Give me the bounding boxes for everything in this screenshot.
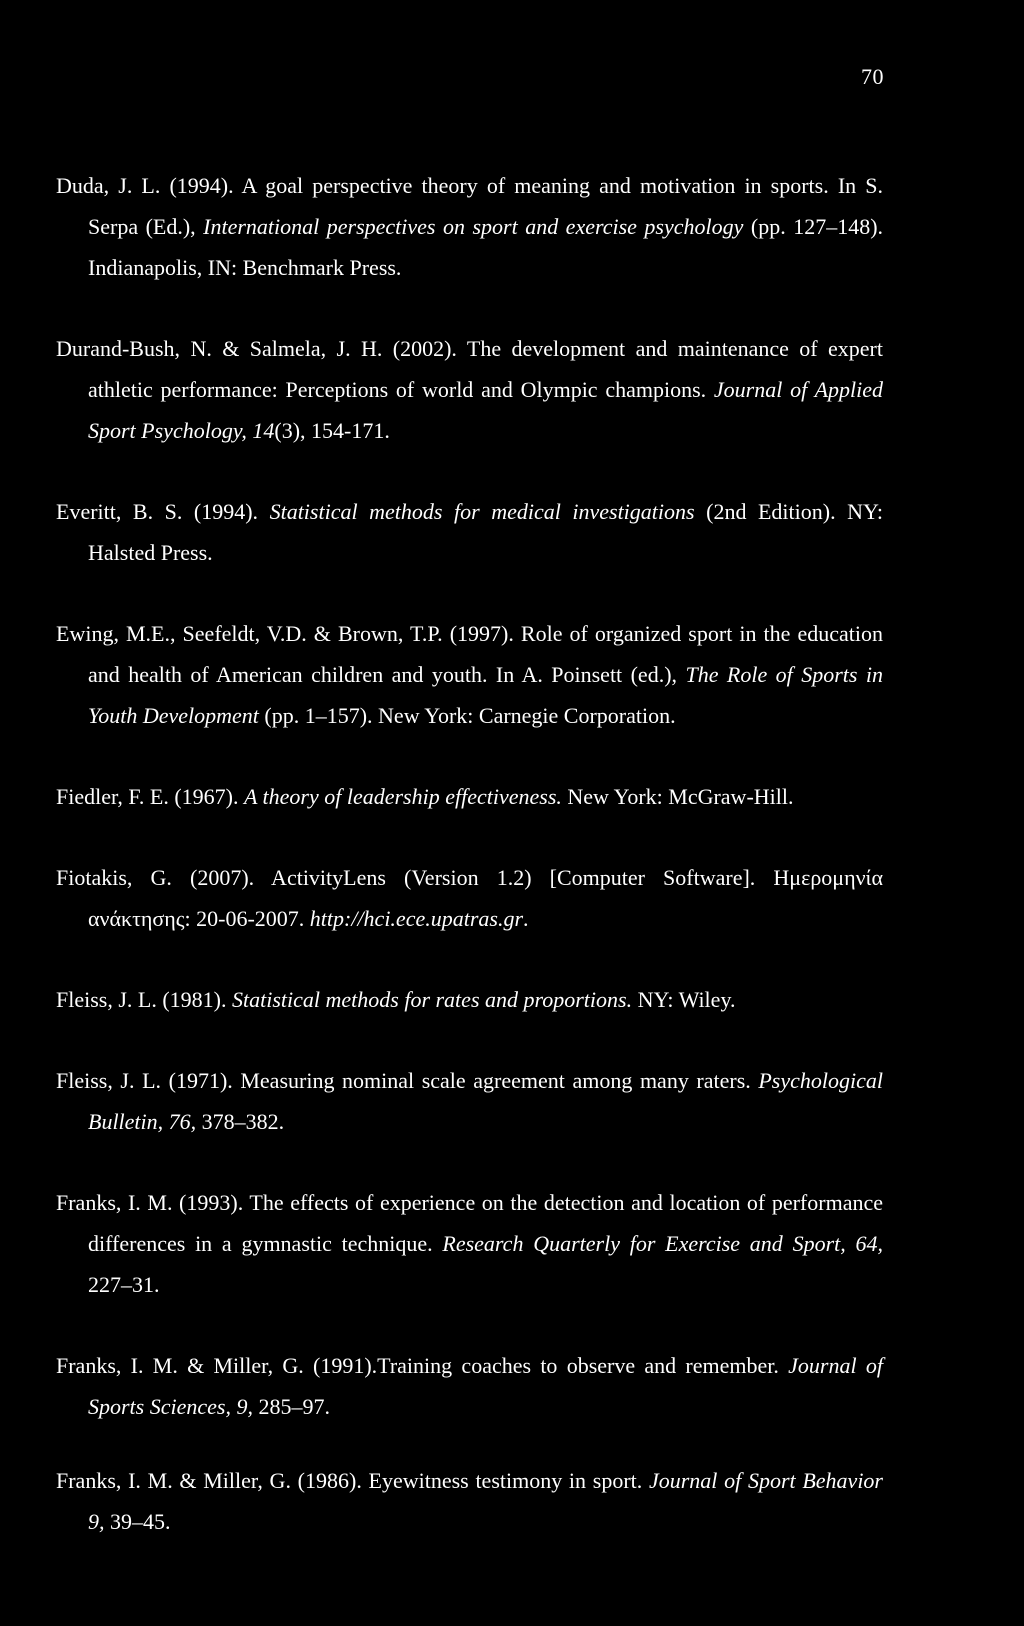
page-number: 70 (861, 64, 884, 89)
reference-text: Duda, J. L. (1994). A goal perspective theory of meaning and motivation in sports. In S. Serpa (Ed.), (56, 173, 883, 239)
reference-details: 378–382. (196, 1109, 285, 1134)
reference-text: Fleiss, J. L. (1981). (56, 987, 232, 1012)
reference-entry (56, 1182, 883, 1305)
reference-source-title: Research Quarterly for Exercise and Sport, 64, (442, 1231, 883, 1256)
reference-source-title: Psychological Bulletin, 76, (88, 1068, 883, 1134)
reference-text: Franks, I. M. & Miller, G. (1986). Eyewitness testimony in sport. (56, 1468, 649, 1493)
reference-list (56, 165, 883, 1542)
reference-entry (56, 857, 883, 939)
reference-details: 285–97. (252, 1394, 330, 1419)
reference-text: Durand-Bush, N. & Salmela, J. H. (2002). The development and maintenance of expert athletic performance: Perceptions of world and Olympic champions. (56, 336, 883, 402)
reference-source-title: Journal of Applied Sport Psychology, 14 (88, 377, 883, 443)
reference-source-title: International perspectives on sport and exercise psychology (203, 214, 744, 239)
reference-entry (56, 328, 883, 451)
reference-details: (3), 154-171. (274, 418, 390, 443)
reference-details: (2nd Edition). NY: Halsted Press. (88, 499, 884, 565)
reference-details: New York: McGraw-Hill. (561, 784, 794, 809)
reference-details: 39–45. (104, 1509, 171, 1534)
reference-text: Fleiss, J. L. (1971). Measuring nominal scale agreement among many raters. (56, 1068, 759, 1093)
reference-details: NY: Wiley. (632, 987, 736, 1012)
reference-entry (56, 613, 883, 736)
reference-source-title: Statistical methods for medical investigations (269, 499, 695, 524)
reference-entry (56, 1060, 883, 1142)
reference-text: Fiedler, F. E. (1967). (56, 784, 244, 809)
reference-entry (56, 491, 883, 573)
reference-source-title: A theory of leadership effectiveness. (244, 784, 562, 809)
reference-entry (56, 1460, 883, 1542)
reference-source-title: Journal of Sport Behavior 9, (88, 1468, 883, 1534)
reference-entry (56, 1345, 883, 1427)
reference-details: (pp. 127–148). Indianapolis, IN: Benchmark Press. (88, 214, 884, 280)
reference-text: Fiotakis, G. (2007). ActivityLens (Version 1.2) [Computer Software]. Ημερομηνία ανάκτησης: 20-06-2007. (56, 865, 883, 931)
reference-source-title: Journal of Sports Sciences, 9, (88, 1353, 883, 1419)
reference-source-title: Statistical methods for rates and proportions. (232, 987, 633, 1012)
reference-text: Franks, I. M. (1993). The effects of experience on the detection and location of performance differences in a gymnastic technique. (56, 1190, 883, 1256)
reference-entry (56, 979, 883, 1020)
reference-link: http://hci.ece.upatras.gr (309, 906, 524, 931)
reference-source-title: The Role of Sports in Youth Development (88, 662, 883, 728)
reference-entry (56, 776, 883, 817)
reference-details: . (523, 906, 529, 931)
reference-entry (56, 165, 883, 288)
reference-text: Franks, I. M. & Miller, G. (1991).Training coaches to observe and remember. (56, 1353, 789, 1378)
reference-details: (pp. 1–157). New York: Carnegie Corporation. (258, 703, 676, 728)
reference-details: 227–31. (88, 1272, 160, 1297)
reference-text: Ewing, M.E., Seefeldt, V.D. & Brown, T.P. (1997). Role of organized sport in the education and health of American children and youth. In A. Poinsett (ed.), (56, 621, 883, 687)
reference-text: Everitt, B. S. (1994). (56, 499, 270, 524)
